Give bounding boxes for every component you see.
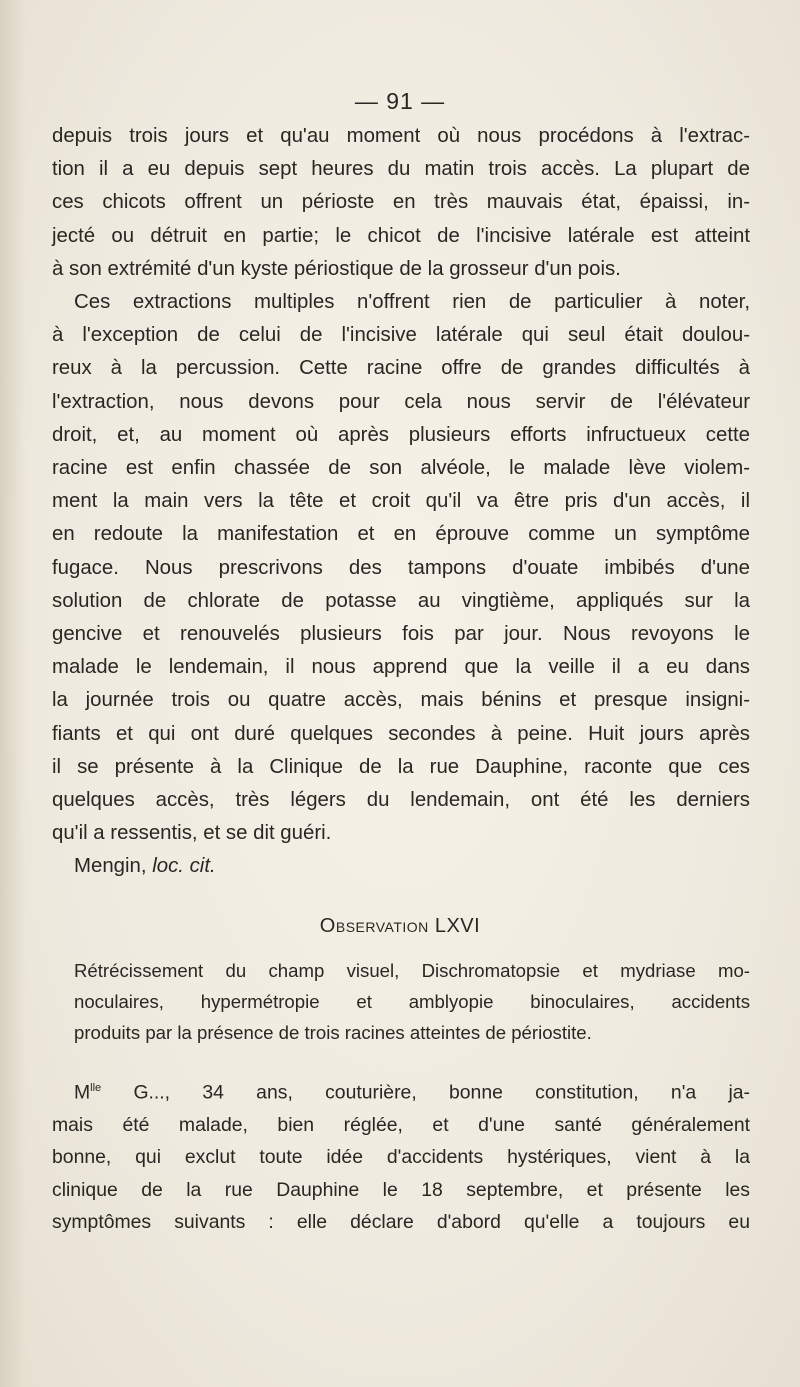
text-line: fiants et qui ont duré quelques secondes à peine. Huit jours après: [52, 722, 750, 745]
case-line: bonne, qui exclut toute idée d'accidents hystériques, vient à la: [52, 1146, 750, 1169]
case-first-line: [52, 1072, 750, 1109]
page-number: — 91 —: [354, 88, 446, 114]
text-line: ment la main vers la tête et croit qu'il va être pris d'un accès, il: [52, 490, 750, 513]
text-line: à son extrémité d'un kyste périostique de la grosseur d'un pois.: [52, 257, 621, 280]
text-line: fugace. Nous prescrivons des tampons d'ouate imbibés d'une: [52, 556, 750, 579]
text-line: Ces extractions multiples n'offrent rien de particulier à noter,: [74, 291, 750, 314]
citation: [52, 850, 750, 883]
case-line: mais été malade, bien réglée, et d'une santé généralement: [52, 1113, 750, 1136]
case-first-line-text: G..., 34 ans, couturière, bonne constitution, n'a ja-: [101, 1081, 750, 1104]
case-title-sup: lle: [90, 1082, 102, 1094]
text-line: depuis trois jours et qu'au moment où nous procédons à l'extrac-: [52, 125, 750, 147]
text-line: tion il a eu depuis sept heures du matin trois accès. La plupart de: [52, 158, 750, 181]
citation-reference: loc. cit.: [152, 855, 216, 878]
text-line: reux à la percussion. Cette racine offre de grandes difficultés à: [52, 357, 750, 380]
text-line: l'extraction, nous devons pour cela nous servir de l'élévateur: [52, 390, 750, 413]
text-line: jecté ou détruit en partie; le chicot de l'incisive latérale est atteint: [52, 224, 750, 247]
text-line: malade le lendemain, il nous apprend que la veille il a eu dans: [52, 656, 750, 679]
page-gutter-shadow: [0, 0, 26, 1387]
case-description: [52, 1072, 750, 1239]
summary-line: Rétrécissement du champ visuel, Dischromatopsie et mydriase mo-: [74, 960, 750, 981]
text-line: racine est enfin chassée de son alvéole, le malade lève violem-: [52, 457, 750, 480]
text-line: ces chicots offrent un périoste en très mauvais état, épaissi, in-: [52, 191, 750, 214]
body-text: [52, 120, 750, 884]
case-line: clinique de la rue Dauphine le 18 septembre, et présente les: [52, 1178, 750, 1201]
text-line: la journée trois ou quatre accès, mais bénins et presque insigni-: [52, 689, 750, 712]
text-line: droit, et, au moment où après plusieurs efforts infructueux cette: [52, 423, 750, 446]
case-line: symptômes suivants : elle déclare d'abord qu'elle a toujours eu: [52, 1211, 750, 1234]
citation-author: Mengin,: [74, 855, 147, 878]
text-line: il se présente à la Clinique de la rue Dauphine, raconte que ces: [52, 755, 750, 778]
text-line: en redoute la manifestation et en éprouve comme un symptôme: [52, 523, 750, 546]
text-line: gencive et renouvelés plusieurs fois par jour. Nous revoyons le: [52, 623, 750, 646]
text-line: quelques accès, très légers du lendemain, ont été les derniers: [52, 789, 750, 812]
observation-summary: [52, 955, 750, 1048]
text-line: qu'il a ressentis, et se dit guéri.: [52, 822, 332, 845]
summary-line: produits par la présence de trois racines atteintes de périostite.: [74, 1022, 592, 1043]
summary-line: noculaires, hypermétropie et amblyopie binoculaires, accidents: [74, 991, 750, 1012]
text-line: à l'exception de celui de l'incisive latérale qui seul était doulou-: [52, 324, 750, 347]
case-title-prefix: M: [74, 1081, 91, 1104]
observation-heading: Observation LXVI: [319, 915, 481, 937]
text-line: solution de chlorate de potasse au vingtième, appliqués sur la: [52, 589, 750, 612]
